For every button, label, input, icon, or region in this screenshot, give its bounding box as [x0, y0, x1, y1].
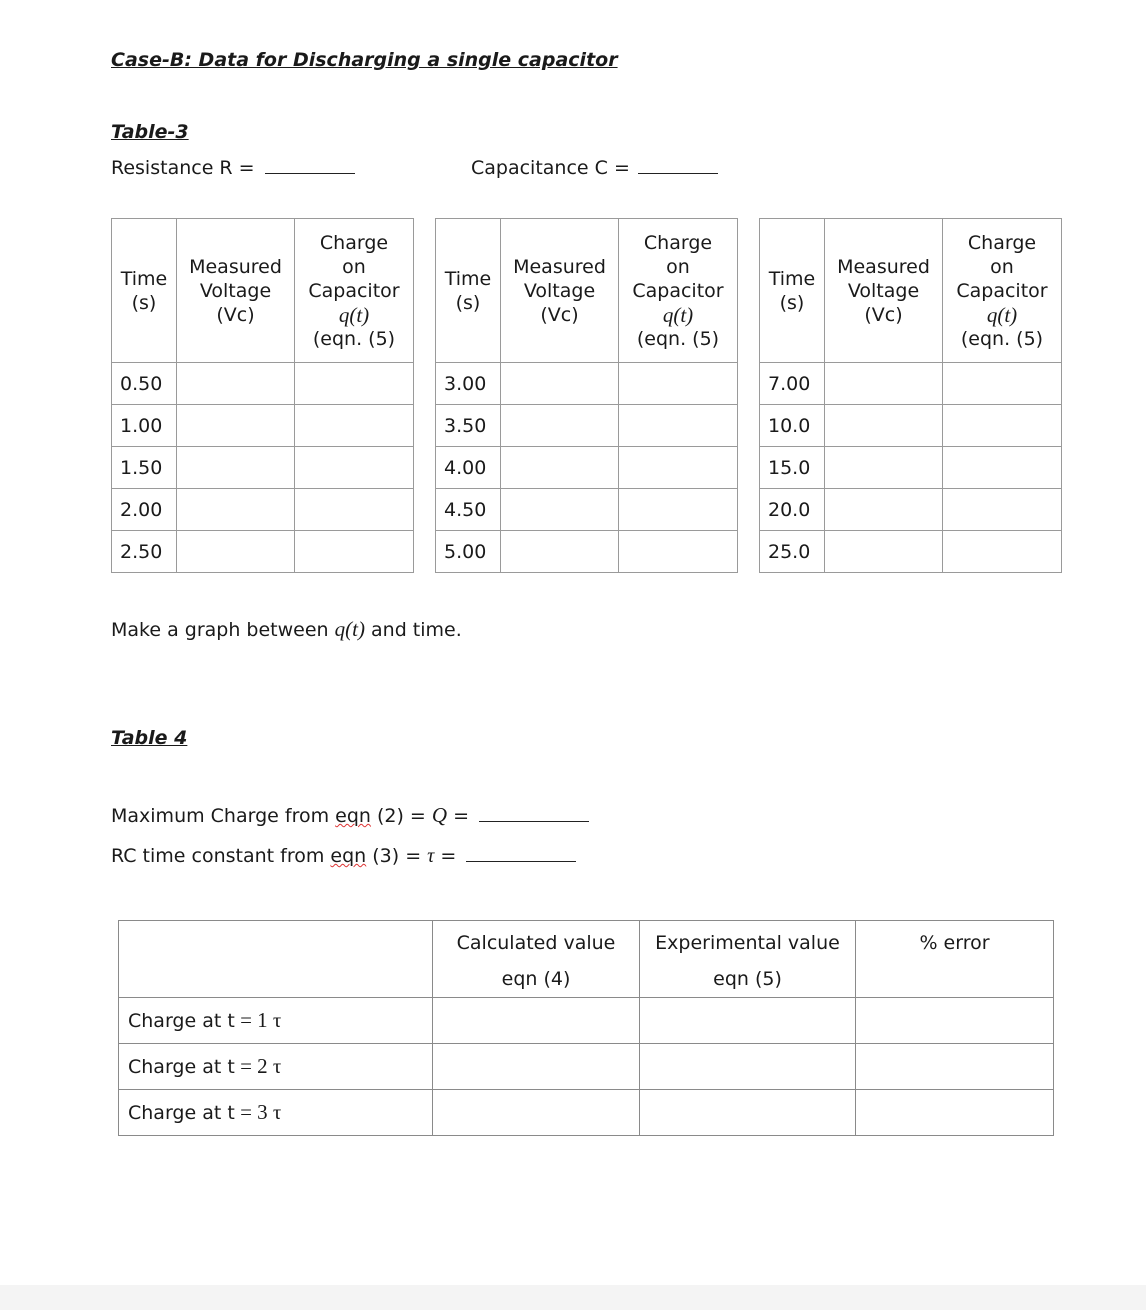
rc-constant-equals: = [434, 845, 457, 867]
table3-row [112, 447, 414, 489]
charge-input-cell[interactable] [295, 489, 414, 531]
rc-constant-eqn: eqn [330, 845, 367, 867]
table3-block-3 [759, 218, 1062, 573]
header-charge [943, 219, 1062, 363]
header-voltage [177, 219, 295, 363]
header-voltage-line3: (Vc) [864, 303, 903, 326]
table3-row [760, 447, 1062, 489]
max-charge-blank[interactable] [479, 807, 589, 822]
voltage-input-cell[interactable] [501, 489, 619, 531]
table3-row [436, 363, 738, 405]
time-cell: 4.50 [436, 489, 501, 531]
max-charge-equals: = [447, 805, 470, 827]
resistance-label: Resistance R = [111, 157, 255, 179]
voltage-input-cell[interactable] [825, 363, 943, 405]
table3-row [760, 531, 1062, 573]
table4-header-experimental [640, 921, 856, 998]
page-title: Case-B: Data for Discharging a single capacitor [111, 49, 618, 71]
header-voltage-line2: Voltage [199, 279, 272, 302]
header-voltage-line2: Voltage [523, 279, 596, 302]
table4-corner-cell [119, 921, 433, 998]
table3-block-1 [111, 218, 414, 573]
voltage-input-cell[interactable] [177, 405, 295, 447]
time-cell: 1.50 [112, 447, 177, 489]
table4-row [119, 1044, 1054, 1090]
header-charge-line4: q(t) [986, 302, 1018, 327]
header-time-line1: Time [444, 267, 492, 290]
row-label-eq: = 1 τ [234, 1008, 282, 1032]
error-input-cell[interactable] [856, 1090, 1054, 1136]
table4 [118, 920, 1054, 1136]
time-cell: 0.50 [112, 363, 177, 405]
header-calculated-line1: Calculated value [456, 932, 616, 954]
row-label-eq: = 2 τ [234, 1054, 282, 1078]
page-bottom-strip [0, 1285, 1146, 1310]
capacitance-field [471, 157, 718, 179]
header-charge-line3: Capacitor [956, 279, 1048, 302]
max-charge-field [111, 803, 589, 828]
rc-constant-field [111, 845, 576, 868]
time-cell: 20.0 [760, 489, 825, 531]
row-label-eq: = 3 τ [234, 1100, 282, 1124]
table4-header-error [856, 921, 1054, 998]
error-input-cell[interactable] [856, 1044, 1054, 1090]
header-charge-line3: Capacitor [308, 279, 400, 302]
voltage-input-cell[interactable] [825, 489, 943, 531]
time-cell: 3.00 [436, 363, 501, 405]
table3-title: Table-3 [111, 121, 189, 143]
table4-title: Table 4 [111, 727, 188, 749]
voltage-input-cell[interactable] [825, 531, 943, 573]
capacitance-label: Capacitance C = [471, 157, 630, 179]
header-calculated-line2: eqn (4) [501, 968, 571, 990]
table3-row [112, 489, 414, 531]
table3-header-row [760, 219, 1062, 363]
voltage-input-cell[interactable] [177, 489, 295, 531]
table3-row [436, 489, 738, 531]
table4-row [119, 998, 1054, 1044]
header-charge-line2: on [990, 255, 1014, 278]
table4-header-row [119, 921, 1054, 998]
experimental-input-cell[interactable] [640, 1044, 856, 1090]
max-charge-prefix: Maximum Charge from [111, 805, 336, 827]
resistance-field [111, 157, 355, 179]
row-label [119, 998, 433, 1044]
header-charge-line5: (eqn. (5) [636, 327, 720, 350]
charge-input-cell[interactable] [295, 447, 414, 489]
max-charge-symbol: Q [431, 803, 448, 827]
charge-input-cell[interactable] [295, 405, 414, 447]
voltage-input-cell[interactable] [177, 363, 295, 405]
voltage-input-cell[interactable] [501, 363, 619, 405]
charge-input-cell[interactable] [619, 489, 738, 531]
header-time [760, 219, 825, 363]
rc-constant-suffix: (3) = [366, 845, 428, 867]
table3-row [760, 405, 1062, 447]
header-voltage [825, 219, 943, 363]
capacitance-blank[interactable] [638, 159, 718, 174]
voltage-input-cell[interactable] [501, 531, 619, 573]
header-charge-line2: on [342, 255, 366, 278]
table3-row [112, 531, 414, 573]
charge-input-cell[interactable] [943, 489, 1062, 531]
voltage-input-cell[interactable] [825, 447, 943, 489]
header-time [436, 219, 501, 363]
table4-row [119, 1090, 1054, 1136]
voltage-input-cell[interactable] [501, 447, 619, 489]
max-charge-eqn: eqn [335, 805, 371, 827]
time-cell: 5.00 [436, 531, 501, 573]
time-cell: 3.50 [436, 405, 501, 447]
time-cell: 7.00 [760, 363, 825, 405]
error-input-cell[interactable] [856, 998, 1054, 1044]
calculated-input-cell[interactable] [433, 1090, 640, 1136]
time-cell: 4.00 [436, 447, 501, 489]
charge-input-cell[interactable] [295, 531, 414, 573]
calculated-input-cell[interactable] [433, 998, 640, 1044]
header-time-line1: Time [768, 267, 816, 290]
header-charge-line5: (eqn. (5) [960, 327, 1044, 350]
header-voltage-line1: Measured [513, 255, 606, 278]
time-cell: 25.0 [760, 531, 825, 573]
row-label-text: Charge at t [128, 1102, 235, 1124]
charge-input-cell[interactable] [619, 363, 738, 405]
table3-row [436, 405, 738, 447]
header-charge-line1: Charge [319, 231, 389, 254]
table3-row [436, 447, 738, 489]
voltage-input-cell[interactable] [177, 531, 295, 573]
table3-header-row [112, 219, 414, 363]
header-time-line2: (s) [455, 291, 481, 314]
charge-input-cell[interactable] [943, 447, 1062, 489]
charge-input-cell[interactable] [619, 531, 738, 573]
resistance-blank[interactable] [265, 159, 355, 174]
time-cell: 15.0 [760, 447, 825, 489]
rc-constant-blank[interactable] [466, 847, 576, 862]
graph-instruction-after: and time. [364, 619, 462, 641]
header-charge-line3: Capacitor [632, 279, 724, 302]
charge-input-cell[interactable] [295, 363, 414, 405]
header-time-line1: Time [120, 267, 168, 290]
header-voltage-line2: Voltage [847, 279, 920, 302]
time-cell: 10.0 [760, 405, 825, 447]
header-charge-line1: Charge [643, 231, 713, 254]
graph-instruction-before: Make a graph between [111, 619, 335, 641]
header-voltage-line3: (Vc) [540, 303, 579, 326]
charge-input-cell[interactable] [619, 447, 738, 489]
table3-row [760, 489, 1062, 531]
voltage-input-cell[interactable] [825, 405, 943, 447]
header-charge-line1: Charge [967, 231, 1037, 254]
charge-input-cell[interactable] [943, 363, 1062, 405]
charge-input-cell[interactable] [943, 405, 1062, 447]
charge-input-cell[interactable] [619, 405, 738, 447]
header-charge [619, 219, 738, 363]
header-experimental-line1: Experimental value [655, 932, 840, 954]
header-time-line2: (s) [779, 291, 805, 314]
row-label [119, 1044, 433, 1090]
time-cell: 2.00 [112, 489, 177, 531]
row-label-text: Charge at t [128, 1056, 235, 1078]
row-label [119, 1090, 433, 1136]
table3-row [112, 405, 414, 447]
header-error-line1: % error [919, 932, 990, 954]
table3-row [760, 363, 1062, 405]
charge-input-cell[interactable] [943, 531, 1062, 573]
rc-constant-symbol: τ [427, 845, 435, 867]
time-cell: 1.00 [112, 405, 177, 447]
graph-instruction [111, 617, 462, 642]
header-voltage-line1: Measured [189, 255, 282, 278]
voltage-input-cell[interactable] [177, 447, 295, 489]
graph-instruction-qt: q(t) [334, 617, 365, 641]
header-voltage-line1: Measured [837, 255, 930, 278]
header-charge-line5: (eqn. (5) [312, 327, 396, 350]
table3-block-2 [435, 218, 738, 573]
header-charge [295, 219, 414, 363]
max-charge-suffix: (2) = [370, 805, 432, 827]
rc-constant-prefix: RC time constant from [111, 845, 331, 867]
header-voltage [501, 219, 619, 363]
time-cell: 2.50 [112, 531, 177, 573]
table4-header-calculated [433, 921, 640, 998]
header-charge-line2: on [666, 255, 690, 278]
experimental-input-cell[interactable] [640, 998, 856, 1044]
table3-row [112, 363, 414, 405]
voltage-input-cell[interactable] [501, 405, 619, 447]
header-voltage-line3: (Vc) [216, 303, 255, 326]
table3-row [436, 531, 738, 573]
row-label-text: Charge at t [128, 1010, 235, 1032]
experimental-input-cell[interactable] [640, 1090, 856, 1136]
header-experimental-line2: eqn (5) [713, 968, 782, 990]
calculated-input-cell[interactable] [433, 1044, 640, 1090]
table3-header-row [436, 219, 738, 363]
header-time-line2: (s) [131, 291, 157, 314]
header-charge-line4: q(t) [662, 302, 694, 327]
header-time [112, 219, 177, 363]
header-charge-line4: q(t) [338, 302, 370, 327]
